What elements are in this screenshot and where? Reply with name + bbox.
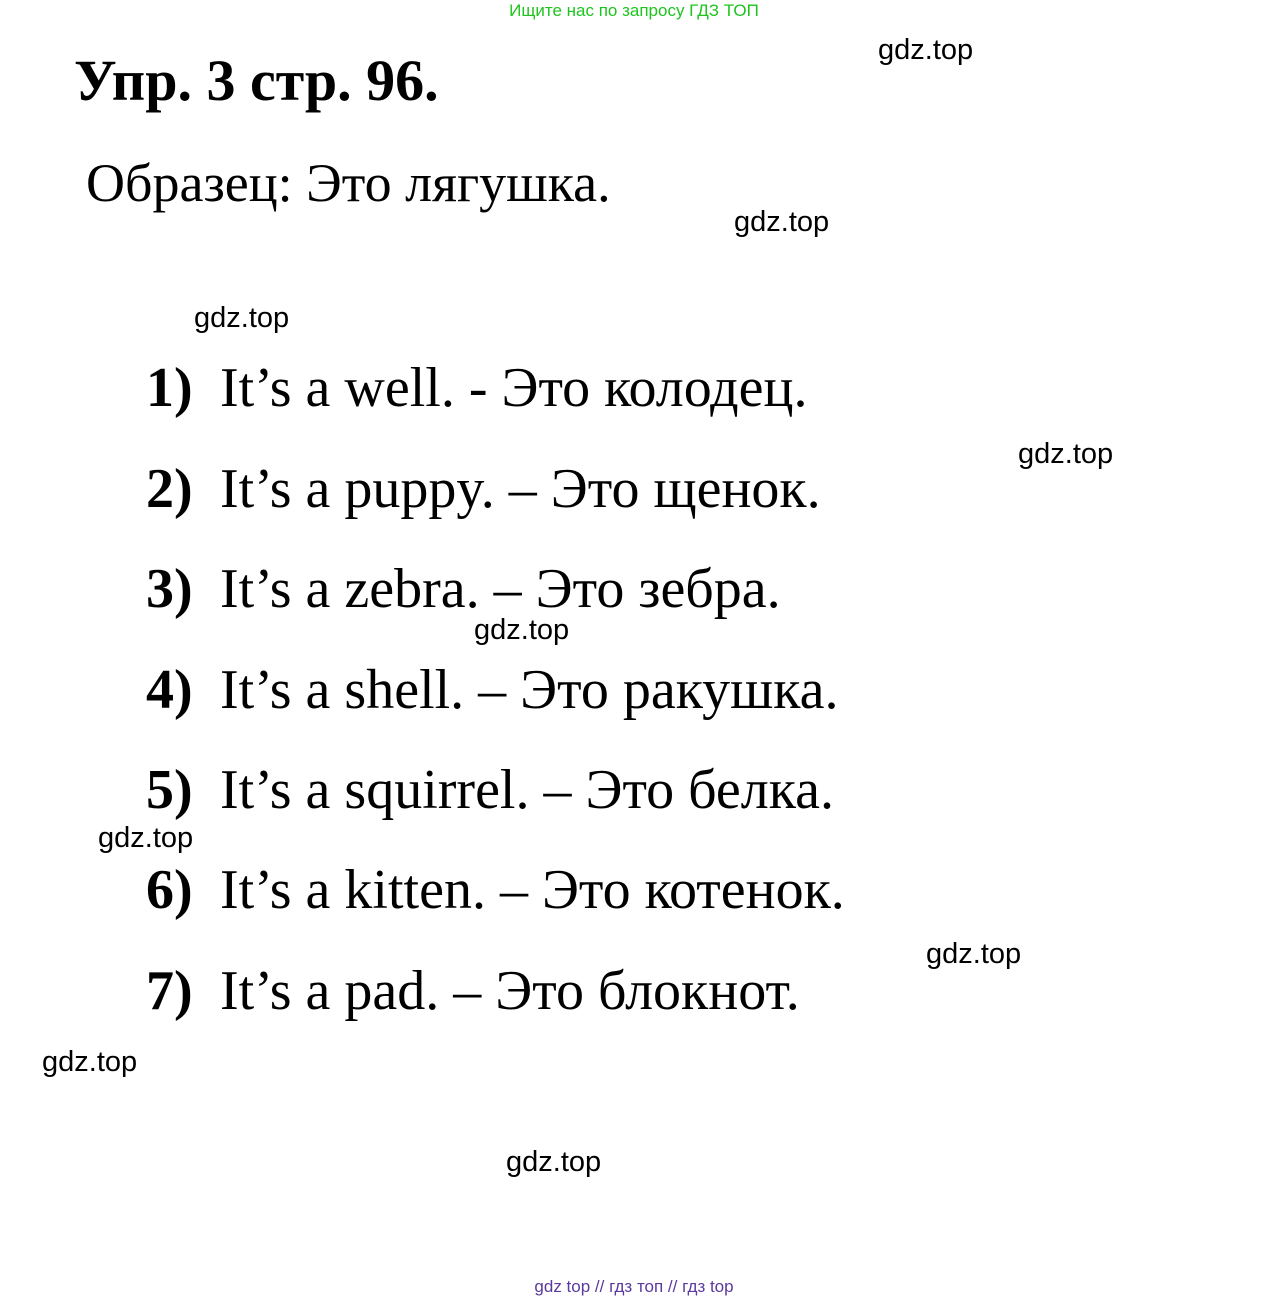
sample-sentence: Образец: Это лягушка. xyxy=(86,153,611,213)
answer-item xyxy=(146,659,839,721)
watermark: gdz.top xyxy=(506,1146,602,1178)
answer-text: It’s a pad. – Это блокнот. xyxy=(220,960,800,1022)
answer-text: It’s a well. - Это колодец. xyxy=(220,357,808,419)
watermark: gdz.top xyxy=(1018,438,1114,470)
answer-text: It’s a squirrel. – Это белка. xyxy=(220,759,834,821)
answer-item xyxy=(146,759,834,821)
watermark: gdz.top xyxy=(98,822,194,854)
answer-number: 3) xyxy=(146,558,193,620)
answer-number: 4) xyxy=(146,659,193,721)
answer-number: 7) xyxy=(146,960,193,1022)
answer-item xyxy=(146,859,845,921)
exercise-title: Упр. 3 стр. 96. xyxy=(74,48,439,113)
watermark: gdz.top xyxy=(734,206,830,238)
answer-number: 6) xyxy=(146,859,193,921)
answer-text: It’s a zebra. – Это зебра. xyxy=(220,558,781,620)
watermark: gdz.top xyxy=(194,302,290,334)
watermark: gdz.top xyxy=(926,938,1022,970)
answer-text: It’s a shell. – Это ракушка. xyxy=(220,659,839,721)
answer-item xyxy=(146,558,781,620)
answer-text: It’s a kitten. – Это котенок. xyxy=(220,859,845,921)
answer-number: 2) xyxy=(146,458,193,520)
watermark: gdz.top xyxy=(878,34,974,66)
answer-number: 1) xyxy=(146,357,193,419)
watermark: gdz.top xyxy=(474,614,570,646)
answer-item xyxy=(146,960,800,1022)
watermark: gdz.top xyxy=(42,1046,138,1078)
footer-links: gdz top // гдз топ // гдз top xyxy=(534,1277,734,1296)
top-banner: Ищите нас по запросу ГДЗ ТОП xyxy=(509,1,759,20)
answer-item xyxy=(146,357,808,419)
answer-number: 5) xyxy=(146,759,193,821)
answer-text: It’s a puppy. – Это щенок. xyxy=(220,458,821,520)
answer-item xyxy=(146,458,821,520)
